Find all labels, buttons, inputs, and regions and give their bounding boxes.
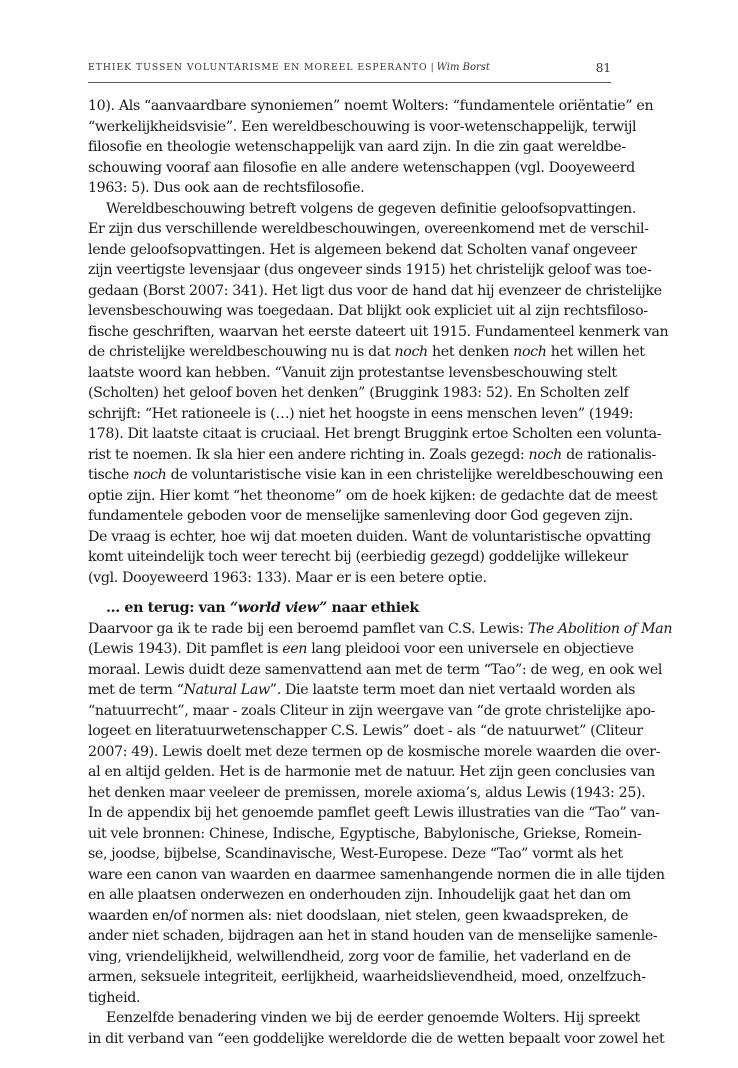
- text-line: 10). Als “aanvaardbare synoniemen” noemt Wolters: “fundamentele oriëntatie” en: [88, 98, 654, 114]
- text-line: optie zijn. Hier komt “het theonome” om de hoek kijken: de gedachte dat de meest: [88, 487, 658, 504]
- emphasis: een: [282, 641, 308, 657]
- text-line: “werkelijkheidsvisie”. Een wereldbeschouwing is voor-wetenschappelijk, terwijl: [88, 118, 637, 135]
- paragraph-1: [88, 96, 654, 199]
- text-line: [88, 619, 673, 640]
- text-line: [88, 639, 634, 660]
- paragraph-2: [88, 199, 669, 589]
- paragraph-3: [88, 619, 673, 1009]
- heading-emphasis: “world view”: [229, 600, 327, 616]
- text-run: de rationalis-: [561, 446, 656, 463]
- text-line: gedaan (Borst 2007: 341). Het ligt dus voor de hand dat hij evenzeer de christelijke: [88, 282, 662, 299]
- text-line: lende geloofsopvattingen. Het is algemeen bekend dat Scholten vanaf ongeveer: [88, 241, 637, 258]
- text-line: levensbeschouwing was toegedaan. Dat blijkt ook expliciet uit al zijn rechtsfiloso-: [88, 303, 648, 319]
- text-run: het willen het: [546, 344, 645, 360]
- text-line: armen, seksuele integriteit, eerlijkheid, waarheidslievendheid, moed, onzelfzuch-: [88, 969, 646, 985]
- text-line: filosofie en theologie wetenschappelijk van aard zijn. In die zin gaat wereldbe-: [88, 139, 626, 155]
- text-run: de christelijke wereldbeschouwing nu is dat: [88, 344, 395, 360]
- text-line: fundamentele geboden voor de menselijke samenleving door God gegeven zijn.: [88, 508, 633, 524]
- text-line: De vraag is echter, hoe wij dat moeten duiden. Want de voluntaristische opvatting: [88, 528, 651, 545]
- text-line: het denken maar veeleer de premissen, morele axioma’s, aldus Lewis (1943: 25).: [88, 784, 646, 801]
- text-line: se, joodse, bijbelse, Scandinavische, West-Europese. Deze “Tao” vormt als het: [88, 846, 623, 862]
- text-line: in dit verband van “een goddelijke wereldorde die de wetten bepaalt voor zowel het: [88, 1030, 665, 1047]
- book-title: The Abolition of Man: [527, 620, 673, 637]
- text-line: waarden en/of normen als: niet doodslaan, niet stelen, geen kwaadspreken, de: [88, 907, 629, 924]
- text-line: [88, 342, 645, 363]
- running-header: [88, 62, 611, 78]
- body-text: [88, 96, 673, 1049]
- text-line: “natuurrecht”, maar - zoals Cliteur in zijn weergave van “de grote christelijke apo-: [88, 702, 656, 719]
- running-head-title: ETHIEK TUSSEN VOLUNTARISME EN MOREEL ESPERANTO: [88, 62, 428, 73]
- text-run: lang pleidooi voor een universele en objectieve: [307, 641, 634, 657]
- emphasis: noch: [528, 446, 562, 463]
- text-line: [88, 465, 663, 486]
- text-line: uit vele bronnen: Chinese, Indische, Egyptische, Babylonische, Griekse, Romein-: [88, 825, 642, 842]
- text-run: ”. Die laatste term moet dan niet vertaald worden als: [269, 682, 636, 698]
- text-line: laatste woord kan hebben. “Vanuit zijn protestantse levensbeschouwing stelt: [88, 364, 617, 381]
- text-line: Wereldbeschouwing betreft volgens de gegeven definitie geloofsopvattingen.: [106, 200, 636, 217]
- text-run: het denken: [427, 344, 514, 360]
- running-head-author: Wim Borst: [436, 62, 490, 73]
- text-line: zijn veertigste levensjaar (dus ongeveer sinds 1915) het christelijk geloof was toe-: [88, 262, 652, 278]
- text-run: met de term “: [88, 682, 184, 698]
- heading-text: … en terug: van: [106, 600, 230, 616]
- text-line: al en altijd gelden. Het is de harmonie met de natuur. Het zijn geen conclusies van: [88, 764, 655, 780]
- text-line: In de appendix bij het genoemde pamflet geeft Lewis illustraties van die “Tao” van-: [88, 805, 660, 821]
- section-heading: [88, 598, 611, 619]
- emphasis: noch: [133, 467, 167, 483]
- text-run: (Lewis 1943). Dit pamflet is: [88, 641, 283, 657]
- text-line: komt uiteindelijk toch weer terecht bij (eerbiedig gezegd) goddelijke willekeur: [88, 549, 628, 565]
- text-line: logeet en literatuurwetenschapper C.S. Lewis” doet - als “de natuurwet” (Cliteur: [88, 723, 643, 739]
- heading-text: naar ethiek: [326, 600, 419, 616]
- text-run: tische: [88, 467, 134, 483]
- text-line: Eenzelfde benadering vinden we bij de eerder genoemde Wolters. Hij spreekt: [106, 1010, 640, 1026]
- text-line: 1963: 5). Dus ook aan de rechtsfilosofie.: [88, 180, 365, 196]
- emphasis: noch: [513, 344, 547, 360]
- text-line: (Scholten) het geloof boven het denken” (Bruggink 1983: 52). En Scholten zelf: [88, 385, 629, 401]
- text-line: ving, vriendelijkheid, welwillendheid, zorg voor de familie, het vaderland en de: [88, 948, 631, 965]
- text-run: de voluntaristische visie kan in een christelijke wereldbeschouwing een: [166, 467, 663, 483]
- text-line: en alle plaatsen onderwezen en onderhouden zijn. Inhoudelijk gaat het dan om: [88, 887, 631, 903]
- text-line: ander niet schaden, bijdragen aan het in stand houden van de menselijke samenle-: [88, 928, 658, 944]
- text-line: (vgl. Dooyeweerd 1963: 133). Maar er is een betere optie.: [88, 569, 487, 586]
- text-line: Er zijn dus verschillende wereldbeschouwingen, overeenkomend met de verschil-: [88, 221, 649, 237]
- text-line: ware een canon van waarden en daarmee samenhangende normen die in alle tijden: [88, 866, 665, 883]
- text-line: fische geschriften, waarvan het eerste dateert uit 1915. Fundamenteel kenmerk van: [88, 323, 669, 340]
- header-rule: [88, 82, 611, 83]
- text-run: Daarvoor ga ik te rade bij een beroemd pamflet van C.S. Lewis:: [88, 620, 528, 637]
- emphasis: Natural Law: [183, 682, 270, 698]
- text-line: schrijft: “Het rationeele is (…) niet het hoogste in eens menschen leven” (1949:: [88, 405, 634, 422]
- running-head: [88, 62, 490, 73]
- text-line: 2007: 49). Lewis doelt met deze termen op de kosmische morele waarden die over-: [88, 743, 661, 760]
- text-line: [88, 680, 636, 701]
- text-line: schouwing vooraf aan filosofie en alle andere wetenschappen (vgl. Dooyeweerd: [88, 159, 635, 176]
- page-number: 81: [595, 61, 611, 75]
- emphasis: noch: [394, 344, 428, 360]
- text-line: tigheid.: [88, 989, 141, 1006]
- running-head-separator: |: [430, 62, 434, 73]
- text-run: rist te noemen. Ik sla hier een andere richting in. Zoals gezegd:: [88, 446, 529, 463]
- paragraph-4: [88, 1008, 665, 1049]
- text-line: 178). Dit laatste citaat is cruciaal. Het brengt Bruggink ertoe Scholten een volunta-: [88, 426, 662, 442]
- text-line: [88, 445, 656, 466]
- text-line: moraal. Lewis duidt deze samenvattend aan met de term “Tao”: de weg, en ook wel: [88, 661, 663, 678]
